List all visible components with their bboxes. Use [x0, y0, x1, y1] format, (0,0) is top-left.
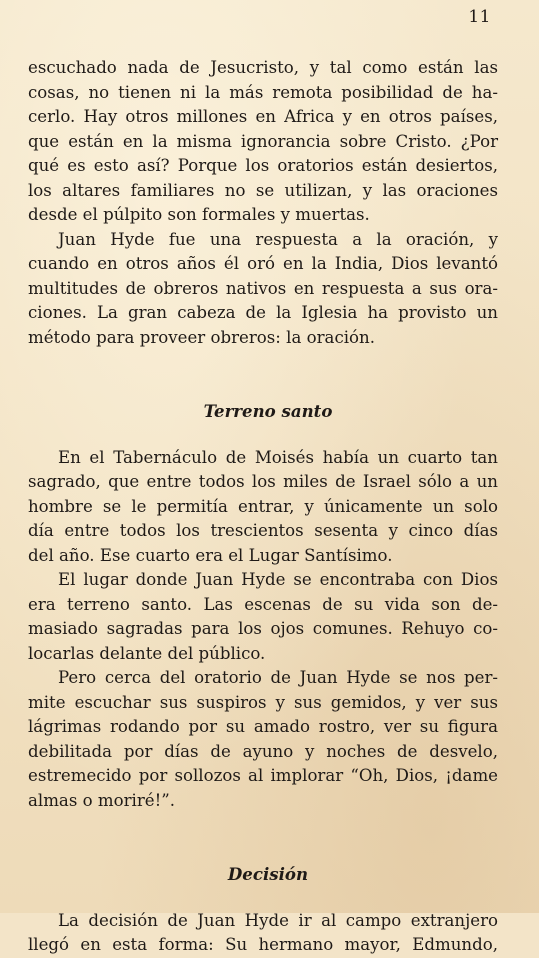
paragraph	[28, 666, 498, 813]
section-heading: Decisión	[227, 864, 309, 884]
text-line: cuando en otros años él oró en la India, Dios levantó	[28, 254, 498, 273]
text-line: masiado sagradas para los ojos comunes. Rehuyo co-	[28, 619, 498, 638]
paragraph	[28, 568, 498, 666]
text-line: En el Tabernáculo de Moisés había un cuarto tan	[58, 447, 498, 467]
text-line: hombre se le permitía entrar, y únicamente un solo	[28, 496, 498, 516]
text-line: era terreno santo. Las escenas de su vida son de-	[28, 594, 498, 614]
text-line: escuchado nada de Jesucristo, y tal como están las	[28, 58, 498, 77]
text-line: día entre todos los trescientos sesenta y cinco días	[28, 521, 498, 540]
text-line: cosas, no tienen ni la más remota posibilidad de ha-	[28, 82, 498, 102]
text-line: método para proveer obreros: la oración.	[28, 327, 375, 347]
text-line: El lugar donde Juan Hyde se encontraba con Dios	[58, 570, 498, 589]
text-line: estremecido por sollozos al implorar “Oh, Dios, ¡dame	[28, 766, 498, 785]
intro-section	[28, 56, 498, 350]
text-line: debilitada por días de ayuno y noches de desvelo,	[28, 741, 498, 761]
text-line: mite escuchar sus suspiros y sus gemidos, y ver sus	[28, 692, 498, 712]
page-body	[28, 56, 498, 958]
text-line: que están en la misma ignorancia sobre Cristo. ¿Por	[28, 131, 498, 151]
text-line: llegó en esta forma: Su hermano mayor, Edmundo,	[28, 935, 498, 954]
text-line: almas o moriré!”.	[28, 790, 176, 810]
text-line: cerlo. Hay otros millones en Africa y en otros países,	[28, 107, 498, 126]
text-line: La decisión de Juan Hyde ir al campo extranjero	[58, 910, 498, 930]
section-heading: Terreno santo	[203, 401, 333, 421]
paragraph	[28, 446, 498, 569]
text-line: los altares familiares no se utilizan, y las oraciones	[28, 180, 498, 200]
text-line: sagrado, que entre todos los miles de Israel sólo a un	[28, 472, 498, 491]
text-line: ciones. La gran cabeza de la Iglesia ha provisto un	[28, 303, 498, 322]
text-line: qué es esto así? Porque los oratorios están desiertos,	[28, 156, 498, 175]
text-line: desde el púlpito son formales y muertas.	[28, 205, 370, 224]
text-line: Pero cerca del oratorio de Juan Hyde se nos per-	[58, 668, 498, 687]
paragraph	[28, 56, 498, 228]
text-line: del año. Ese cuarto era el Lugar Santísimo.	[28, 545, 393, 565]
text-line: lágrimas rodando por su amado rostro, ver su figura	[28, 717, 498, 736]
text-line: locarlas delante del público.	[28, 643, 266, 663]
text-line: multitudes de obreros nativos en respuesta a sus ora-	[28, 278, 498, 298]
text-line: Juan Hyde fue una respuesta a la oración, y	[58, 229, 498, 249]
section-terreno-santo	[28, 399, 498, 813]
section-decision	[28, 862, 498, 958]
paragraph	[28, 228, 498, 351]
page-number: 11	[468, 7, 491, 27]
paragraph	[28, 909, 498, 958]
